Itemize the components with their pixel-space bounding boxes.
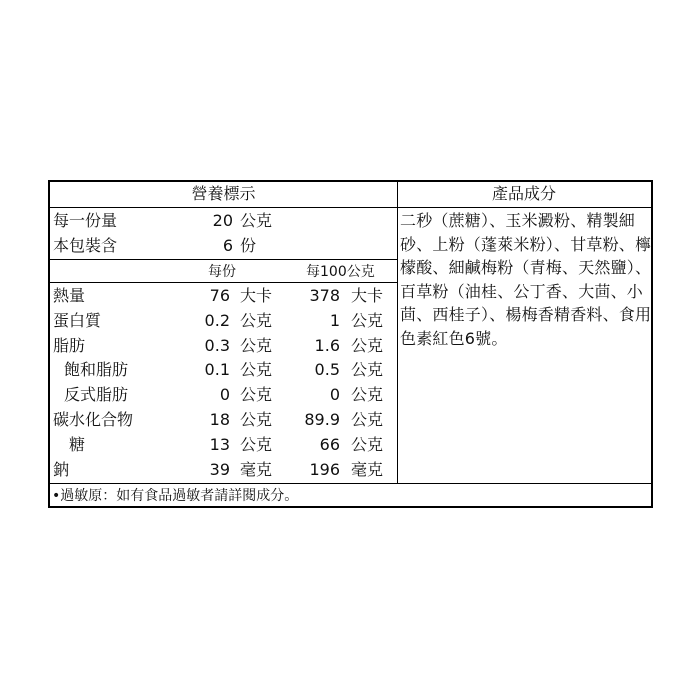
per-100g-value: 378 <box>309 286 340 305</box>
serving-divider <box>50 259 397 260</box>
footer-divider <box>50 483 651 484</box>
nutrient-name: 鈉 <box>53 459 70 479</box>
per-serving-value: 18 <box>209 410 230 429</box>
per-serving-unit: 公克 <box>240 410 273 429</box>
per-100g-value: 1.6 <box>314 335 340 355</box>
ingredients-title: 產品成分 <box>491 184 556 203</box>
column-per-100g: 每100公克 <box>306 264 375 280</box>
servings-value: 6 <box>222 236 233 255</box>
column-per-serving: 每份 <box>208 264 236 280</box>
nutrient-name: 飽和脂肪 <box>64 360 129 380</box>
per-100g-unit: 毫克 <box>351 459 384 479</box>
nutrition-title: 營養標示 <box>191 184 256 203</box>
servings-unit: 份 <box>240 236 257 255</box>
per-100g-unit: 公克 <box>351 360 384 380</box>
per-serving-unit: 公克 <box>240 434 273 454</box>
per-serving-unit: 公克 <box>240 335 273 355</box>
nutrient-name: 反式脂肪 <box>64 385 129 405</box>
per-100g-unit: 公克 <box>351 410 384 429</box>
column-header-divider <box>50 282 397 283</box>
serving-size-unit: 公克 <box>240 211 273 230</box>
per-serving-unit: 公克 <box>240 310 273 330</box>
per-100g-unit: 公克 <box>351 310 384 330</box>
per-serving-value: 0.1 <box>204 360 230 380</box>
nutrient-name: 脂肪 <box>53 335 86 355</box>
nutrient-name: 蛋白質 <box>53 310 102 330</box>
per-100g-value: 1 <box>329 310 340 330</box>
per-serving-value: 13 <box>209 434 230 454</box>
nutrition-label-box <box>48 180 653 508</box>
nutrient-name: 熱量 <box>53 286 86 305</box>
per-100g-value: 196 <box>309 459 340 479</box>
per-100g-value: 0 <box>329 385 340 405</box>
per-100g-unit: 公克 <box>351 434 384 454</box>
allergen-note: •過敏原：如有食品過敏者請詳閱成分。 <box>52 488 299 504</box>
ingredients-text: 二秒（蔗糖）、玉米澱粉、精製細砂、上粉（蓬萊米粉）、甘草粉、檸檬酸、細鹹梅粉（青梅、天然鹽）、百草粉（油桂、公丁香、大茴、小茴、西桂子）、楊梅香精香料、食用色素紅色6號。 <box>400 211 652 348</box>
servings-label: 本包裝含 <box>53 236 118 255</box>
nutrient-name: 碳水化合物 <box>53 410 134 429</box>
per-serving-value: 0 <box>219 385 230 405</box>
per-serving-unit: 大卡 <box>240 286 273 305</box>
per-serving-unit: 公克 <box>240 385 273 405</box>
per-serving-unit: 毫克 <box>240 459 273 479</box>
per-serving-value: 0.3 <box>204 335 230 355</box>
per-100g-value: 0.5 <box>314 360 340 380</box>
per-100g-unit: 公克 <box>351 385 384 405</box>
per-100g-unit: 大卡 <box>351 286 384 305</box>
per-serving-value: 39 <box>209 459 230 479</box>
per-100g-value: 66 <box>319 434 340 454</box>
serving-size-label: 每一份量 <box>53 211 118 230</box>
header-divider <box>50 207 651 208</box>
serving-size-value: 20 <box>212 211 233 230</box>
per-100g-unit: 公克 <box>351 335 384 355</box>
per-serving-value: 0.2 <box>204 310 230 330</box>
nutrient-name: 糖 <box>69 434 86 454</box>
per-serving-value: 76 <box>209 286 230 305</box>
per-serving-unit: 公克 <box>240 360 273 380</box>
column-divider <box>397 182 398 484</box>
per-100g-value: 89.9 <box>304 410 340 429</box>
